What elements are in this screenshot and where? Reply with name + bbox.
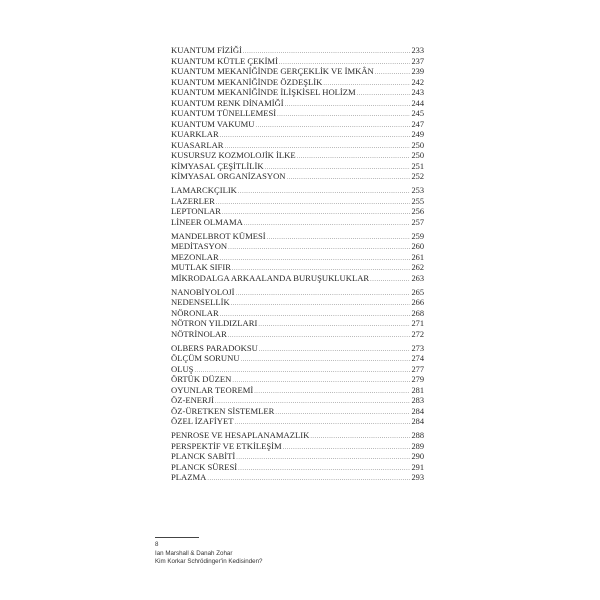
toc-leader-dots — [267, 233, 411, 244]
toc-leader-dots — [236, 453, 410, 464]
toc-entry — [171, 472, 424, 483]
toc-entry — [171, 374, 424, 385]
toc-entry — [171, 364, 424, 375]
toc-leader-dots — [275, 408, 410, 419]
toc-entry — [171, 318, 424, 329]
toc-entry — [171, 98, 424, 109]
toc-entry-page: 250 — [411, 151, 424, 160]
toc-entry-page: 288 — [411, 431, 424, 440]
toc-group — [171, 430, 424, 483]
toc-entry — [171, 108, 424, 119]
toc-entry — [171, 430, 424, 441]
toc-entry-title: KUANTUM MEKANİĞİNDE ÖZDEŞLİK — [171, 76, 323, 87]
toc-leader-dots — [244, 219, 411, 230]
toc-entry — [171, 395, 424, 406]
toc-entry — [171, 353, 424, 364]
toc-entry-page: 247 — [411, 119, 424, 129]
toc-entry — [171, 206, 424, 217]
toc-entry — [171, 87, 424, 98]
toc-entry-title: LİNEER OLMAMA — [171, 216, 243, 227]
toc-entry-page: 245 — [411, 109, 424, 118]
toc-entry — [171, 129, 424, 140]
toc-entry-page: 281 — [411, 385, 424, 395]
toc-entry-title: KUSURSUZ KOZMOLOJİK İLKE — [171, 150, 296, 160]
toc-entry-title: PERSPEKTİF VE ETKİLEŞİM — [171, 440, 282, 451]
toc-entry-title: PLAZMA — [171, 472, 207, 482]
toc-entry — [171, 77, 424, 88]
toc-entry-page: 250 — [411, 140, 424, 150]
toc-entry-title: KUANTUM MEKANİĞİNDE GERÇEKLİK VE İMKÂN — [171, 66, 374, 76]
toc-entry-page: 284 — [411, 417, 424, 426]
toc-leader-dots — [310, 432, 410, 443]
toc-entry — [171, 119, 424, 130]
toc-entry-title: KUANTUM VAKUMU — [171, 118, 255, 129]
toc-leader-dots — [357, 89, 411, 100]
toc-entry — [171, 451, 424, 462]
toc-entry-title: KUANTUM TÜNELLEMESİ — [171, 108, 277, 118]
toc-entry — [171, 161, 424, 172]
toc-leader-dots — [238, 464, 410, 475]
toc-entry-page: 289 — [411, 441, 424, 451]
toc-leader-dots — [234, 418, 410, 429]
toc-entry — [171, 196, 424, 207]
toc-entry-title: KUANTUM MEKANİĞİNDE İLİŞKİSEL HOLİZM — [171, 87, 356, 97]
toc-entry — [171, 45, 424, 56]
toc-entry-title: KİMYASAL ORGANİZASYON — [171, 171, 286, 181]
toc-entry-page: 283 — [411, 396, 424, 405]
toc-leader-dots — [228, 243, 410, 254]
toc-entry-title: ÖZ-ENERJİ — [171, 395, 214, 405]
toc-entry-title: PLANCK SABİTİ — [171, 451, 236, 461]
toc-leader-dots — [228, 331, 411, 342]
toc-entry-page: 274 — [411, 354, 424, 363]
toc-leader-dots — [207, 474, 410, 485]
toc-entry-title: ÖZEL İZAFİYET — [171, 416, 234, 426]
toc-entry — [171, 262, 424, 273]
toc-entry — [171, 462, 424, 473]
toc-leader-dots — [238, 187, 411, 198]
toc-leader-dots — [232, 376, 410, 387]
toc-entry-page: 284 — [411, 406, 424, 416]
toc-entry — [171, 66, 424, 77]
toc-leader-dots — [231, 299, 411, 310]
toc-leader-dots — [220, 131, 411, 142]
toc-entry-page: 251 — [411, 161, 424, 171]
toc-entry-title: MEDİTASYON — [171, 241, 228, 251]
toc-entry — [171, 241, 424, 252]
toc-entry — [171, 416, 424, 427]
toc-group — [171, 231, 424, 284]
toc-entry-title: LEPTONLAR — [171, 206, 221, 216]
toc-entry — [171, 297, 424, 308]
toc-entry-title: KİMYASAL ÇEŞİTLİLİK — [171, 160, 264, 171]
toc-group — [171, 287, 424, 340]
toc-entry-title: PLANCK SÜRESİ — [171, 461, 238, 472]
toc-leader-dots — [255, 121, 410, 132]
toc-entry — [171, 231, 424, 242]
toc-entry — [171, 287, 424, 298]
toc-leader-dots — [216, 198, 411, 209]
toc-entry-page: 237 — [411, 56, 424, 66]
toc-entry-page: 261 — [411, 252, 424, 262]
toc-group — [171, 45, 424, 182]
toc-entry-title: KUANTUM KÜTLE ÇEKİMİ — [171, 55, 278, 66]
toc-entry-page: 277 — [411, 364, 424, 374]
toc-leader-dots — [222, 208, 410, 219]
toc-leader-dots — [241, 355, 411, 366]
toc-entry — [171, 150, 424, 161]
toc-entry — [171, 185, 424, 196]
toc-entry-page: 263 — [411, 273, 424, 283]
toc-entry-title: NANOBİYOLOJİ — [171, 286, 235, 297]
toc-entry-page: 239 — [411, 67, 424, 76]
footer-rule — [155, 537, 199, 538]
toc-entry-page: 268 — [411, 308, 424, 318]
toc-entry-page: 271 — [411, 319, 424, 328]
toc-entry-page: 291 — [411, 462, 424, 472]
toc-entry-page: 233 — [411, 46, 424, 55]
toc-entry — [171, 273, 424, 284]
table-of-contents — [171, 45, 424, 483]
footer-page-number: 8 — [155, 541, 159, 548]
toc-entry — [171, 56, 424, 67]
toc-entry-title: NÖTRİNOLAR — [171, 328, 227, 339]
toc-leader-dots — [297, 152, 411, 163]
toc-group — [171, 185, 424, 227]
toc-entry-title: PENROSE VE HESAPLANAMAZLIK — [171, 430, 310, 440]
toc-entry-title: OLBERS PARADOKSU — [171, 342, 258, 353]
toc-entry-title: KUANTUM FİZİĞİ — [171, 45, 242, 55]
toc-entry-page: 253 — [411, 186, 424, 195]
toc-leader-dots — [258, 320, 410, 331]
toc-entry-title: OYUNLAR TEOREMİ — [171, 384, 254, 395]
page-footer — [155, 541, 262, 567]
toc-entry-title: NEDENSELLİK — [171, 297, 230, 307]
toc-leader-dots — [265, 163, 411, 174]
toc-leader-dots — [236, 289, 411, 300]
toc-entry-page: 290 — [411, 452, 424, 461]
toc-entry-title: ÖLÇÜM SORUNU — [171, 353, 240, 363]
toc-leader-dots — [254, 387, 410, 398]
toc-entry-page: 243 — [411, 88, 424, 97]
toc-entry-title: NÖTRON YILDIZLARI — [171, 318, 258, 328]
toc-leader-dots — [259, 345, 411, 356]
toc-entry-page: 249 — [411, 130, 424, 139]
toc-entry-page: 279 — [411, 375, 424, 384]
toc-entry — [171, 441, 424, 452]
toc-leader-dots — [370, 275, 410, 286]
toc-entry-page: 242 — [411, 77, 424, 87]
toc-entry-page: 272 — [411, 329, 424, 339]
toc-entry-title: OLUŞ — [171, 363, 194, 374]
toc-entry-title: ÖRTÜK DÜZEN — [171, 374, 232, 384]
toc-entry — [171, 171, 424, 182]
toc-entry-page: 259 — [411, 231, 424, 241]
toc-group — [171, 343, 424, 427]
toc-entry-page: 293 — [411, 473, 424, 482]
toc-leader-dots — [285, 100, 411, 111]
toc-entry — [171, 329, 424, 340]
toc-entry — [171, 385, 424, 396]
toc-entry-page: 255 — [411, 196, 424, 206]
toc-entry-title: KUARKLAR — [171, 129, 219, 139]
toc-entry-page: 252 — [411, 172, 424, 181]
toc-entry-page: 273 — [411, 343, 424, 353]
toc-entry — [171, 308, 424, 319]
toc-entry — [171, 217, 424, 228]
toc-entry-page: 265 — [411, 287, 424, 297]
toc-entry — [171, 252, 424, 263]
footer-book-title: Kim Korkar Schrödinger'in Kedisinden? — [155, 558, 263, 566]
toc-entry-page: 244 — [411, 98, 424, 108]
toc-leader-dots — [283, 443, 411, 454]
toc-entry-title: MANDELBROT KÜMESİ — [171, 230, 266, 241]
toc-entry — [171, 406, 424, 417]
toc-entry-title: NÖRONLAR — [171, 307, 219, 318]
toc-leader-dots — [287, 173, 411, 184]
toc-entry-page: 256 — [411, 207, 424, 216]
toc-entry-title: KUANTUM RENK DİNAMİĞİ — [171, 97, 284, 108]
toc-entry-title: MUTLAK SIFIR — [171, 262, 231, 272]
footer-authors: Ian Marshall & Danah Zohar — [155, 549, 233, 557]
toc-entry-title: MİKRODALGA ARKAALANDA BURUŞUKLUKLAR — [171, 272, 370, 283]
toc-entry — [171, 140, 424, 151]
toc-entry-page: 257 — [411, 217, 424, 227]
toc-entry-page: 260 — [411, 242, 424, 251]
toc-leader-dots — [220, 254, 411, 265]
toc-entry-title: LAMARCKÇILIK — [171, 185, 237, 195]
toc-entry — [171, 343, 424, 354]
toc-entry-title: MEZONLAR — [171, 251, 219, 262]
toc-entry-title: KUASARLAR — [171, 139, 224, 150]
toc-leader-dots — [375, 68, 411, 79]
toc-entry-title: LAZERLER — [171, 195, 215, 206]
toc-entry-page: 262 — [411, 263, 424, 272]
toc-entry-page: 266 — [411, 298, 424, 307]
toc-entry-title: ÖZ-ÜRETKEN SİSTEMLER — [171, 405, 275, 416]
toc-leader-dots — [277, 110, 410, 121]
